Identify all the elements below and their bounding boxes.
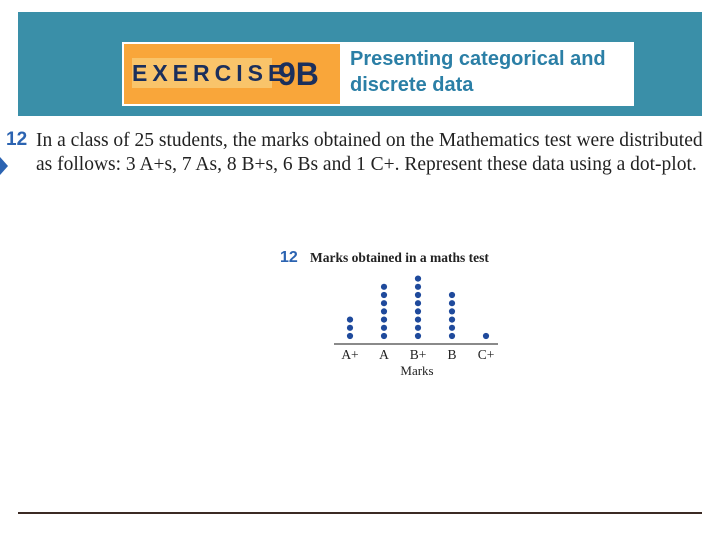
exercise-title-line1: Presenting categorical and <box>350 48 606 70</box>
dot-c-plus-1 <box>483 333 489 339</box>
question-number: 12 <box>6 129 28 150</box>
chart-title: Marks obtained in a maths test <box>310 250 489 265</box>
dot-b-6 <box>449 292 455 298</box>
exercise-badge <box>124 44 340 104</box>
exercise-label: EXERCISE <box>132 60 289 86</box>
dot-b-plus-1 <box>415 333 421 339</box>
tick-label-b: B <box>447 347 457 362</box>
dot-b-1 <box>449 333 455 339</box>
exercise-banner <box>18 12 702 116</box>
dot-b-plus-7 <box>415 284 421 290</box>
dot-a-7 <box>381 284 387 290</box>
dot-plot-chart <box>270 240 550 385</box>
question-line1: In a class of 25 students, the marks obtained on the Mathematics test were distributed <box>36 130 703 151</box>
tick-label-c-plus: C+ <box>477 347 495 362</box>
tick-label-a: A <box>379 347 389 362</box>
dot-b-5 <box>449 300 455 306</box>
exercise-title <box>350 46 632 98</box>
dot-b-4 <box>449 308 455 314</box>
dot-b-plus-8 <box>415 276 421 282</box>
dot-b-plus-2 <box>415 325 421 331</box>
tick-label-group <box>341 347 494 362</box>
x-axis-label: Marks <box>400 363 434 378</box>
dot-a-1 <box>381 333 387 339</box>
exercise-title-line2: discrete data <box>350 74 474 96</box>
dot-a-plus-3 <box>347 317 353 323</box>
question-arrow-icon <box>0 157 8 175</box>
exercise-code: 9B <box>278 56 319 92</box>
dot-b-plus-3 <box>415 317 421 323</box>
dot-b-plus-5 <box>415 300 421 306</box>
dot-a-plus-1 <box>347 333 353 339</box>
dot-b-plus-6 <box>415 292 421 298</box>
question-line2: as follows: 3 A+s, 7 As, 8 B+s, 6 Bs and 1 C+. Represent these data using a dot-plot. <box>36 154 697 175</box>
dot-b-3 <box>449 317 455 323</box>
dot-a-3 <box>381 317 387 323</box>
dot-a-5 <box>381 300 387 306</box>
bottom-divider <box>18 512 702 514</box>
dot-a-4 <box>381 308 387 314</box>
banner-panel <box>122 42 634 106</box>
dot-b-plus-4 <box>415 308 421 314</box>
dot-group <box>347 276 489 340</box>
dot-b-2 <box>449 325 455 331</box>
answer-number: 12 <box>280 249 298 266</box>
question-text <box>36 129 720 177</box>
dot-plot-svg <box>270 240 550 385</box>
tick-label-a-plus: A+ <box>341 347 359 362</box>
dot-a-2 <box>381 325 387 331</box>
tick-label-b-plus: B+ <box>409 347 427 362</box>
dot-a-6 <box>381 292 387 298</box>
dot-a-plus-2 <box>347 325 353 331</box>
